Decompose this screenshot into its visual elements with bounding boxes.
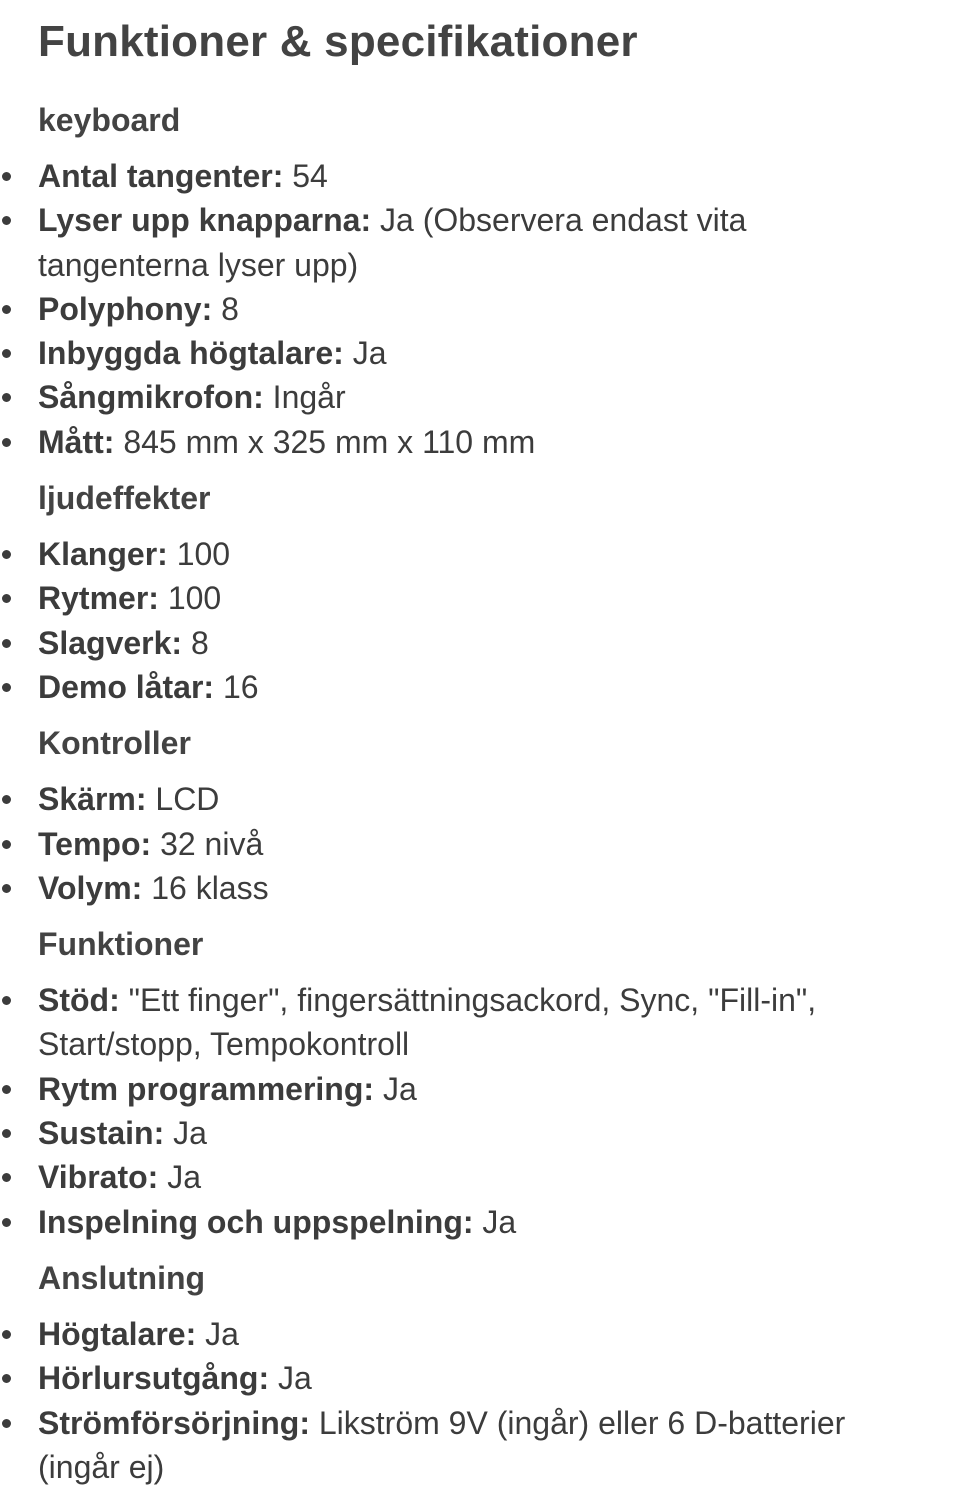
spec-sections [38, 98, 918, 1489]
spec-key: Tempo: [38, 825, 152, 862]
spec-key: Polyphony: [38, 290, 213, 327]
spec-item [38, 665, 918, 709]
spec-list [38, 978, 918, 1244]
spec-value: 100 [176, 536, 231, 573]
spec-list [38, 154, 918, 464]
spec-key: Lyser upp knapparna: [38, 202, 372, 239]
spec-item [38, 777, 918, 821]
spec-item [38, 978, 918, 1067]
spec-value: 32 nivå [160, 825, 264, 862]
spec-key: Sustain: [38, 1115, 165, 1152]
spec-value: "Ett finger", fingersättningsackord, Sync, "Fill-in", Start/stopp, Tempokontroll [38, 982, 817, 1063]
spec-value: Ja [277, 1360, 312, 1397]
spec-item [38, 331, 918, 375]
spec-item [38, 1356, 918, 1400]
spec-item [38, 1111, 918, 1155]
spec-item [38, 1067, 918, 1111]
section-heading: Kontroller [38, 725, 191, 762]
spec-key: Skärm: [38, 781, 147, 818]
spec-item [38, 287, 918, 331]
spec-value: 16 [222, 668, 259, 705]
spec-item [38, 198, 918, 287]
spec-key: Antal tangenter: [38, 158, 284, 194]
spec-value: Ja [205, 1315, 239, 1352]
spec-item [38, 1401, 918, 1490]
section-heading: Anslutning [38, 1259, 206, 1296]
spec-item [38, 532, 918, 576]
spec-key: Volym: [38, 869, 143, 906]
spec-value: 8 [221, 290, 239, 327]
spec-value: Likström 9V (ingår) eller 6 D-batterier (ingår ej) [38, 1404, 846, 1485]
spec-key: Demo låtar: [38, 668, 215, 705]
spec-key: Inspelning och uppspelning: [38, 1203, 474, 1240]
spec-key: Slagverk: [38, 624, 183, 661]
spec-item [38, 822, 918, 866]
spec-item [38, 420, 918, 464]
section-heading: ljudeffekter [38, 480, 211, 517]
spec-value: LCD [155, 781, 220, 818]
spec-value: 100 [167, 580, 222, 617]
spec-list [38, 777, 918, 910]
spec-key: Strömförsörjning: [38, 1404, 310, 1441]
section-heading: keyboard [38, 102, 181, 138]
spec-item [38, 1155, 918, 1199]
spec-key: Stöd: [38, 982, 120, 1019]
page-title: Funktioner & specifikationer [38, 17, 638, 66]
spec-value: Ja [352, 335, 387, 372]
spec-item [38, 576, 918, 620]
spec-item [38, 866, 918, 910]
spec-item [38, 375, 918, 419]
spec-item [38, 621, 918, 665]
spec-key: Klanger: [38, 536, 168, 573]
spec-value: 16 klass [151, 869, 269, 906]
spec-item [38, 154, 918, 198]
spec-key: Rytmer: [38, 580, 159, 617]
spec-key: Hörlursutgång: [38, 1360, 270, 1397]
spec-value: 845 mm x 325 mm x 110 mm [123, 423, 536, 460]
spec-key: Sångmikrofon: [38, 379, 264, 416]
spec-key: Inbyggda högtalare: [38, 335, 344, 372]
section-heading: Funktioner [38, 926, 204, 963]
spec-value: Ingår [272, 379, 346, 416]
spec-key: Högtalare: [38, 1315, 197, 1352]
spec-value: Ja [482, 1203, 517, 1240]
spec-item [38, 1312, 918, 1356]
spec-item [38, 1200, 918, 1244]
spec-value: Ja [167, 1159, 201, 1196]
spec-list [38, 1312, 918, 1489]
spec-key: Vibrato: [38, 1159, 159, 1196]
spec-value: Ja (Observera endast vita tangenterna lyser upp) [38, 202, 747, 283]
spec-key: Mått: [38, 423, 115, 460]
spec-value: 8 [190, 624, 209, 661]
spec-list [38, 532, 918, 709]
spec-value: Ja [173, 1115, 207, 1152]
spec-key: Rytm programmering: [38, 1070, 375, 1107]
spec-value: 54 [292, 158, 328, 194]
spec-value: Ja [382, 1070, 417, 1107]
